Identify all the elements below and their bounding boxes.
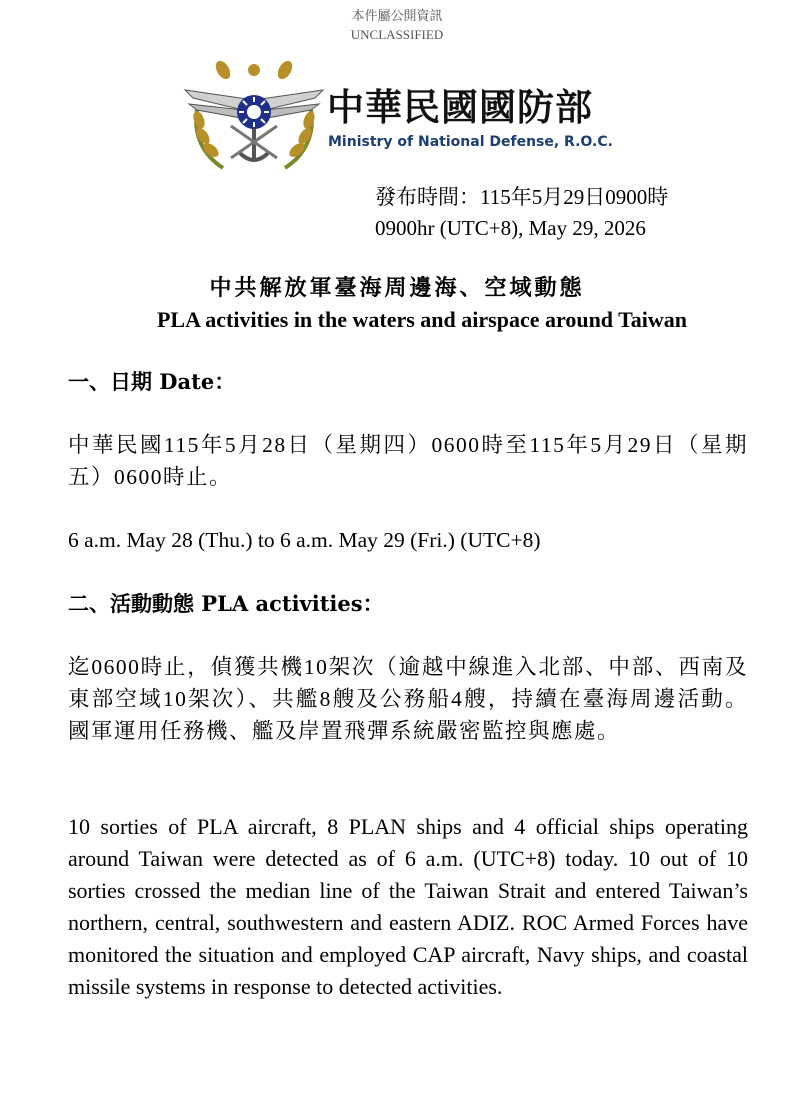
activities-paragraph-zh: 迄0600時止，偵獲共機10架次（逾越中線進入北部、中部、西南及東部空域10架次）、共艦8艘及公務船4艘，持續在臺海周邊活動。國軍運用任務機、艦及岸置飛彈系統嚴密監控與應處。	[68, 655, 748, 743]
mnd-emblem-icon	[183, 60, 325, 172]
release-time-en: 0900hr (UTC+8), May 29, 2026	[375, 216, 646, 240]
classification-label-en: UNCLASSIFIED	[350, 27, 444, 42]
section-heading-activities: 二、活動動態 PLA activities：	[68, 591, 384, 616]
document-title-en: PLA activities in the waters and airspace around Taiwan	[156, 307, 688, 332]
section-heading-date: 一、日期 Date：	[68, 369, 236, 394]
date-paragraph-en: 6 a.m. May 28 (Thu.) to 6 a.m. May 29 (Fri.) (UTC+8)	[68, 528, 541, 552]
org-name-en: Ministry of National Defense, R.O.C.	[328, 134, 613, 150]
release-time-zh: 發布時間：115年5月29日0900時	[375, 185, 669, 209]
org-name-zh: 中華民國國防部	[327, 86, 593, 129]
document-title-zh: 中共解放軍臺海周邊海、空域動態	[209, 275, 585, 301]
date-paragraph-zh: 中華民國115年5月28日（星期四）0600時至115年5月29日（星期五）0600時止。	[68, 433, 748, 489]
classification-label-zh: 本件屬公開資訊	[351, 9, 443, 24]
activities-paragraph-en: 10 sorties of PLA aircraft, 8 PLAN ships and 4 official ships operating around Taiwan were detected as of 6 a.m. (UTC+8) today. 10 out of 10 sorties crossed the median line of the Taiwan Strait and entered Taiwan’s northern, central, southwestern and eastern ADIZ. ROC Armed Forces have monitored the situation and employed CAP aircraft, Navy ships, and coastal missile systems in response to detected activities.	[68, 814, 748, 999]
